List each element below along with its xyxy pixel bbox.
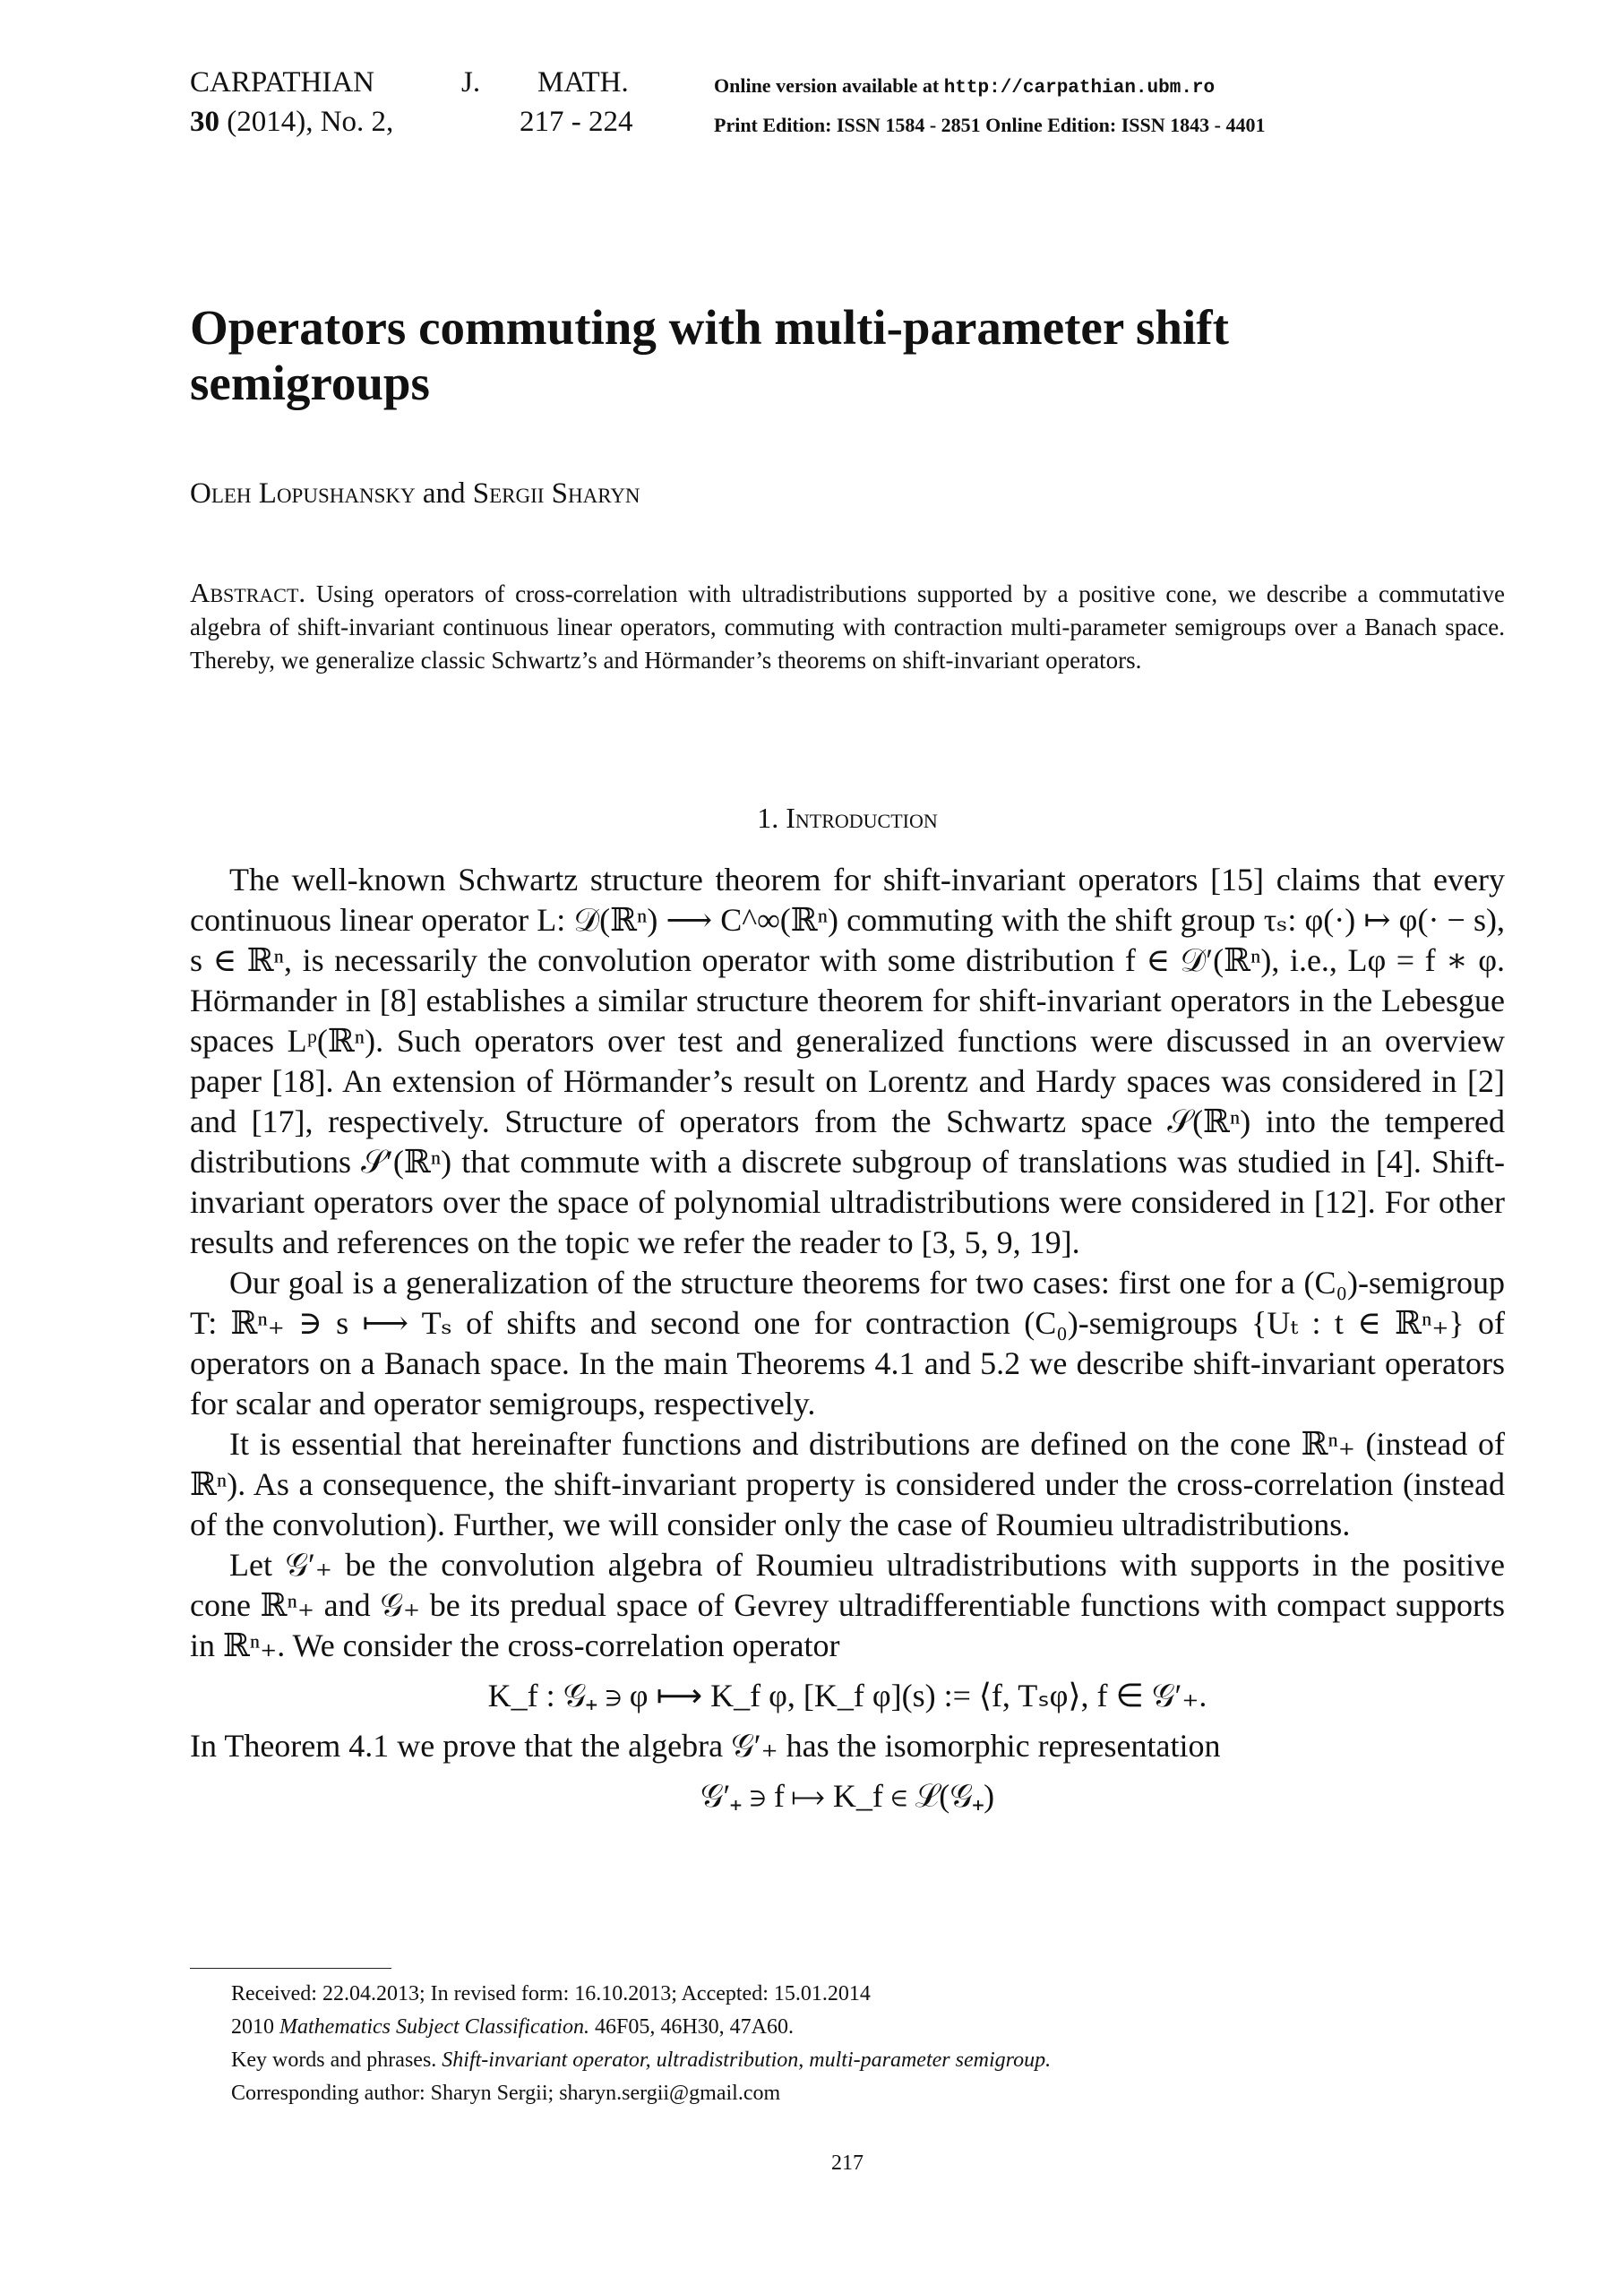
abstract-label: Abstract. <box>190 577 306 608</box>
journal-abbrev-math <box>537 63 629 102</box>
footnote-rule <box>190 1968 391 1969</box>
author-conjunction: and <box>422 477 466 510</box>
msc-codes: 46F05, 46H30, 47A60. <box>589 2015 794 2039</box>
paragraph-1: The well-known Schwartz structure theorem for shift-invariant operators [15] claims that every continuous linear operator L: 𝒟(ℝⁿ) ⟶ C^∞(ℝⁿ) commuting with the shift group τₛ: φ(·) ↦ φ(· − s), s ∈ ℝⁿ, is necessarily the convolution operator with some distribution f ∈ 𝒟′(ℝⁿ), i.e., Lφ = f ∗ φ. Hörmander in [8] establishes a similar structure theorem for shift-invariant operators in the Lebesgue spaces Lᵖ(ℝⁿ). Such operators over test and generalized functions were discussed in an overview paper [18]. An extension of Hörmander’s result on Lorentz and Hardy spaces was considered in [2] and [17], respectively. Structure of operators from the Schwartz space 𝒮(ℝⁿ) into the tempered distributions 𝒮′(ℝⁿ) that commute with a discrete subgroup of translations was studied in [4]. Shift-invariant operators over the space of polynomial ultradistributions were considered in [12]. For other results and references on the topic we refer the reader to [3, 5, 9, 19]. <box>190 862 1505 1260</box>
paper-title <box>190 300 1354 411</box>
section-title: Introduction <box>786 802 938 834</box>
journal-name-part: J. <box>461 66 481 99</box>
equation-representation: 𝒢′₊ ∋ f ⟼ K_f ∈ ℒ(𝒢₊) <box>700 1778 995 1814</box>
section-number: 1. <box>757 802 779 834</box>
section-heading <box>190 802 1505 835</box>
issn-info <box>714 106 1265 145</box>
volume-info <box>190 102 393 142</box>
keywords <box>231 2044 1503 2077</box>
received-dates: Received: 22.04.2013; In revised form: 16.10.2013; Accepted: 15.01.2014 <box>231 1982 871 2005</box>
journal-name-part: CARPATHIAN <box>190 66 374 99</box>
online-version <box>714 66 1215 108</box>
msc-year: 2010 <box>231 2015 279 2039</box>
volume-number: 30 <box>190 106 219 138</box>
keywords-label: Key words and phrases. <box>231 2048 443 2072</box>
paper-title-text: Operators commuting with multi-parameter shift semigroups <box>190 300 1229 410</box>
paragraph-3: It is essential that hereinafter functions and distributions are defined on the cone ℝⁿ₊ (instead of ℝⁿ). As a consequence, the shift-invariant property is considered under the cross-correlation (instead of the convolution). Further, we will consider only the case of Roumieu ultradistributions. <box>190 1426 1505 1542</box>
paragraph-2: Our goal is a generalization of the structure theorems for two cases: first one for a (C₀)-semigroup T: ℝⁿ₊ ∋ s ⟼ Tₛ of shifts and second one for contraction (C₀)-semigroups {Uₜ : t ∈ ℝⁿ₊} of operators on a Banach space. In the main Theorems 4.1 and 5.2 we describe shift-invariant operators for scalar and operator semigroups, respectively. <box>190 1265 1505 1421</box>
author-name: Sergii Sharyn <box>472 477 640 510</box>
msc-classification <box>231 2011 1503 2044</box>
journal-name-part: MATH. <box>537 66 629 99</box>
issue-info: (2014), No. 2, <box>227 106 394 138</box>
corresponding-author: Corresponding author: Sharyn Sergii; sharyn.sergii@gmail.com <box>231 2082 781 2105</box>
equation-cross-correlation: K_f : 𝒢₊ ∋ φ ⟼ K_f φ, [K_f φ](s) := ⟨f, Tₛφ⟩, f ∈ 𝒢′₊. <box>487 1678 1207 1713</box>
journal-abbrev-j <box>461 63 480 102</box>
paragraph-5: In Theorem 4.1 we prove that the algebra 𝒢′₊ has the isomorphic representation <box>190 1728 1221 1764</box>
page-range <box>520 102 633 142</box>
paragraph-4: Let 𝒢′₊ be the convolution algebra of Roumieu ultradistributions with supports in the positive cone ℝⁿ₊ and 𝒢₊ be its predual space of Gevrey ultradifferentiable functions with compact supports in ℝⁿ₊. We consider the cross-correlation operator <box>190 1547 1505 1663</box>
author-name: Oleh Lopushansky <box>190 477 416 510</box>
body-text <box>190 860 1505 1826</box>
page-number-text: 217 <box>831 2151 864 2175</box>
online-version-text: Online version available at <box>714 74 944 97</box>
authors <box>190 477 640 511</box>
footnotes <box>231 1978 1503 2110</box>
msc-label: Mathematics Subject Classification. <box>279 2015 589 2039</box>
keywords-text: Shift-invariant operator, ultradistribution, multi-parameter semigroup. <box>442 2048 1052 2072</box>
abstract <box>190 576 1505 677</box>
journal-name <box>190 63 374 102</box>
abstract-text: Using operators of cross-correlation with ultradistributions supported by a positive cone, we describe a commutative algebra of shift-invariant continuous linear operators, commuting with contraction multi-parameter semigroups over a Banach space. Thereby, we generalize classic Schwartz’s and Hörmander’s theorems on shift-invariant operators. <box>190 580 1506 674</box>
page-number <box>190 2151 1505 2176</box>
issn-text: Print Edition: ISSN 1584 - 2851 Online Edition: ISSN 1843 - 4401 <box>714 114 1266 136</box>
page-range-text: 217 - 224 <box>520 106 633 138</box>
online-url[interactable]: http://carpathian.ubm.ro <box>943 78 1216 99</box>
